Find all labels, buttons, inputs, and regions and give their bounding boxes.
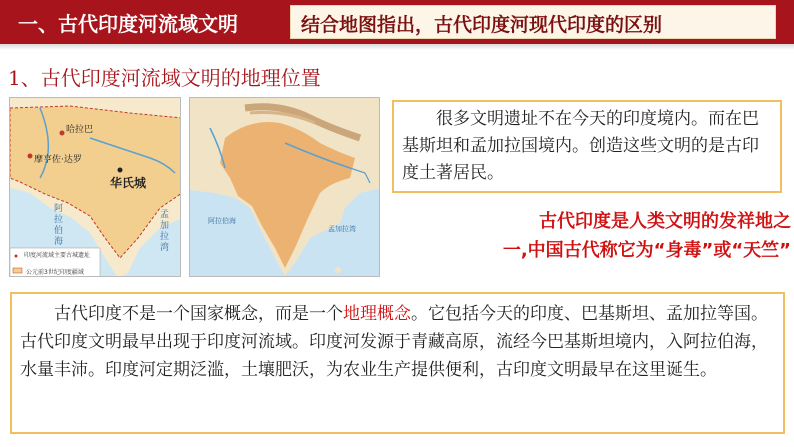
highlight-note-line2: 一,中国古代称它为“身毒”或“天竺” (502, 240, 791, 261)
highlight-note (393, 207, 791, 265)
description-part2: 。它包括今天的印度、巴基斯坦、孟加拉等国。古代印度文明最早出现于印度河流域。印度河发源于青藏高原，流经今巴基斯坦境内，入阿拉伯海，水量丰沛。印度河定期泛滥，土壤肥沃，为农业生产提供便利，古印度文明最早在这里诞生。 (20, 304, 768, 380)
description-box (10, 292, 785, 434)
description-text (20, 300, 775, 384)
highlight-note-line1: 古代印度是人类文明的发祥地之 (539, 211, 791, 232)
header-shadow (0, 44, 794, 50)
map-label-arabian-sea-right: 阿拉伯海 (208, 217, 236, 225)
ancient-india-map (9, 97, 181, 277)
description-part1: 古代印度不是一个国家概念，而是一个 (54, 304, 343, 324)
map-label-mohenjodaro: 摩亨佐·达罗 (34, 155, 82, 165)
quote-text: 很多文明遗址不在今天的印度境内。而在巴基斯坦和孟加拉国境内。创造这些文明的是古印度土著居民。 (402, 109, 759, 183)
map-legend-territory: 公元前3世纪印度疆域 (26, 269, 84, 276)
map-label-bay-of-bengal-right: 孟加拉湾 (328, 225, 356, 233)
section-title: 1、古代印度河流域文明的地理位置 (8, 66, 321, 90)
page-title: 一、古代印度河流域文明 (18, 12, 238, 36)
map-label-huashi: 华氏城 (110, 176, 147, 190)
modern-india-map (189, 97, 380, 277)
map-label-harappa: 哈拉巴 (66, 125, 94, 135)
description-highlight: 地理概念 (343, 304, 411, 324)
map-legend-sites: 印度河流域主要古城遗址 (24, 252, 91, 259)
task-text: 结合地图指出，古代印度河现代印度的区别 (301, 14, 663, 36)
map-label-bay-of-bengal: 孟加拉湾 (160, 210, 170, 253)
task-banner (290, 5, 776, 39)
map-label-arabian-sea: 阿拉伯海 (54, 204, 64, 247)
quote-box (392, 100, 782, 193)
modern-india-map-svg (190, 98, 380, 277)
